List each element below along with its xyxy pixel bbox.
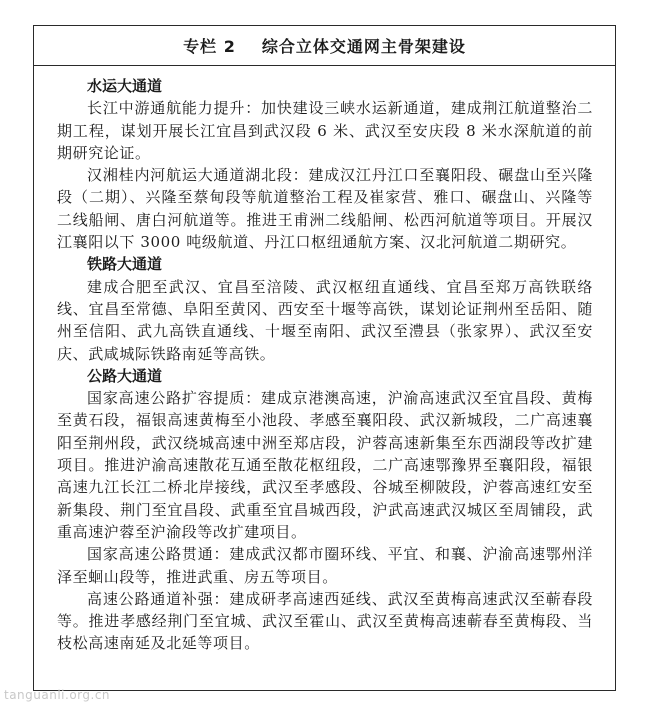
paragraph: 国家高速公路扩容提质：建成京港澳高速，沪渝高速武汉至宜昌段、黄梅至黄石段，福银高速黄梅至小池段、孝感至襄阳段、武汉新城段，二广高速襄阳至荆州段，武汉绕城高速中洲至郑店段，沪蓉高速新集至东西湖段等改扩建项目。推进沪渝高速散花互通至散花枢纽段，二广高速鄂豫界至襄阳段，福银高速九江长江二桥北岸接线，武汉至孝感段、谷城至柳陂段，沪蓉高速红安至新集段、荆门至宜昌段、武重至宜昌城西段，沪武高速武汉城区至周铺段，武重高速沪蓉至沪渝段等改扩建项目。: [57, 389, 593, 541]
paragraph: 国家高速公路贯通：建成武汉都市圈环线、平宜、和襄、沪渝高速鄂州洋泽至蛔山段等，推进武重、房五等项目。: [57, 545, 593, 586]
watermark: tanguanli.org.cn: [4, 688, 111, 702]
section-waterway: [57, 75, 593, 253]
section-highway: [57, 365, 593, 655]
section-heading: 水运大通道: [87, 77, 163, 95]
paragraph: 高速公路通道补强：建成研孝高速西延线、武汉至黄梅高速武汉至蕲春段等。推进孝感经荆门至宜城、武汉至霍山、武汉至黄梅高速蕲春至黄梅段、当枝松高速南延及北延等项目。: [57, 589, 593, 653]
section-railway: [57, 253, 593, 364]
column-title: 综合立体交通网主骨架建设: [261, 37, 466, 56]
section-heading: 公路大通道: [87, 366, 163, 385]
column-box: [33, 25, 616, 691]
section-heading: 铁路大通道: [87, 255, 163, 274]
paragraph: 汉湘桂内河航运大通道湖北段：建成汉江丹江口至襄阳段、碾盘山至兴隆段（二期）、兴隆至蔡甸段等航道整治工程及崔家营、雅口、碾盘山、兴隆等二线船闸、唐白河航道等。推进王甫洲二线船闸、松西河航道等项目。开展汉江襄阳以下 3000 吨级航道、丹江口枢纽通航方案、汉北河航道二期研究。: [57, 166, 593, 252]
paragraph: 建成合肥至武汉、宜昌至涪陵、武汉枢纽直通线、宜昌至郑万高铁联络线、宜昌至常德、阜阳至黄冈、西安至十堰等高铁，谋划论证荆州至岳阳、随州至信阳、武九高铁直通线、十堰至南阳、武汉至澧县（张家界）、武汉至安庆、武咸城际铁路南延等高铁。: [57, 277, 593, 363]
column-box-title: [34, 26, 615, 66]
column-number: 专栏 2: [183, 37, 236, 56]
column-content: [34, 66, 615, 655]
paragraph: 长江中游通航能力提升：加快建设三峡水运新通道，建成荆江航道整治二期工程，谋划开展长江宜昌到武汉段 6 米、武汉至安庆段 8 米水深航道的前期研究论证。: [57, 99, 593, 162]
